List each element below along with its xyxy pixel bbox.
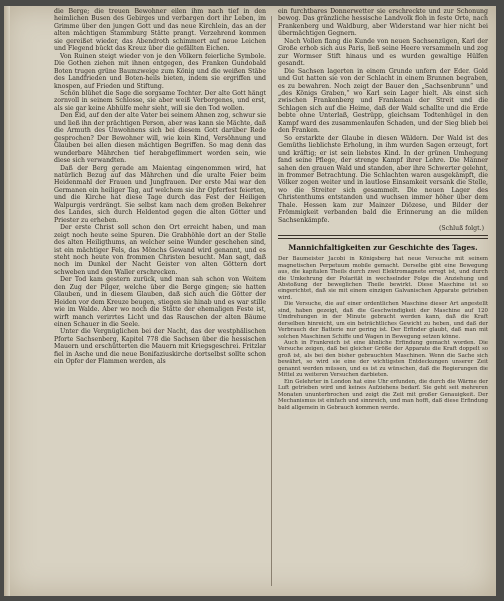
right-paragraph-3: Die Sachsen lagerten in einem Grunde unfern der Eder. Gold und Gut hatten sie von der Schlacht in einem Brunnen begraben, es zu bewahren. Noch zeigt der Bauer den „Sachsenbrunn“ und „des Königs Graben,“ wo Karl sein Lager hielt. Als einst sich zwischen Frankenberg und Frankenau der Streit und die Schlagen sich auf die Heime, daß der Wald schallte und die Erde bebte ohne Unterlaß, Gestrüpp, gleichsam Todtenhügel in den Kampf ward des zusammenlaufen Schaden, und der Sieg blieb bei den Franken. — [278, 67, 488, 135]
news-paragraph-4: Ein Gelehrter in London hat eine Uhr erfunden, die durch die Wärme der Luft getrieben wird und keines Aufziehens bedarf. Sie geht seit mehreren Monaten ununterbrochen und zeigt die Zeit mit großer Genauigkeit. Der Mechanismus ist einfach und sinnreich, und man hofft, daß diese Erfindung bald allgemein in Gebrauch kommen werde. — [278, 378, 488, 411]
left-paragraph-4: Den Eid, auf den der alte Vater bei seinem Ahnen zog, schwur sie und ließ ihn der prächtigen Person, aber was kann sie Mächte, daß die Armuth des Unwohnens sich bei diesem Gott darüber Rede gesprochen? Der Bewohner will, wie kein Kind, Versöhnung und Glauben bei allen diesen mächtigen Begriffen. So mag denn das wunderbare Mährchen tief herabgeflimmert worden sein, wie diese sich verwandten. — [54, 112, 266, 165]
news-paragraph-1: Der Baumeister Jacobi in Königsberg hat neue Versuche mit seinem magnetischen Perpetuum mobile gemacht. Derselbe gibt eine Bewegung aus, die kapitalen Theils durch zwei Elektromagnete erregt ist, und durch die Umkehrung der Polarität in wechselnder Folge die Anziehung und Abstoßung der beweglichen Theile bewirkt. Diese Maschine ist so eingerichtet, daß sie mit einem einzigen Galvanischen Apparate getrieben wird. — [278, 256, 488, 301]
continued-note: (Schluß folgt.) — [439, 225, 484, 233]
right-column — [278, 8, 488, 411]
page-content — [54, 8, 490, 594]
left-paragraph-6: Der erste Christ soll schon den Ort erreicht haben, und man zeigt noch heute seine Spuren. Die Grabhöhle dort an der Stelle des alten Heiligthums, an welcher seine Wunder geschehen sind, ist ein mächtiger Fels, das Mönchs Gewand wird genannt, und es steht noch heute von frommen Christen besucht. Man sagt, daß noch im Dunkel der Nacht Geister von alten Göttern dort schweben und den Waller erschrecken. — [54, 224, 266, 276]
left-paragraph-5: Daß der Berg gerade am Maientag eingenommen wird, hat natürlich Bezug auf das Mährchen und die uralte Feier beim Heidenmahl der Frauen und Jungfrauen. Der erste Mai war den Germanen ein heiliger Tag, auf welchem sie ihr Opferfest feierten, und die Kirche hat diese Tage durch das Fest der Heiligen Walpurgis verdrängt. Sie selbst kam nach dem großen Bekehrer des Landes, sich durch Heldentod gegen die alten Götter und Priester zu erheben. — [54, 164, 266, 224]
left-paragraph-3: Schön blühet die Sage die sorgsame Tochter. Der alte Gott hängt zornvoll in seinem Schlosse, sie aber weiß Verborgenes, und erst, als sie gar keine Abhülfe mehr sieht, will sie den Tod wollen. — [54, 89, 266, 112]
newspaper-page — [4, 6, 496, 596]
news-paragraph-2: Die Versuche, die auf einer ordentlichen Maschine dieser Art angestellt sind, haben gezeigt, daß die Geschwindigkeit der Maschine auf 120 Umdrehungen in der Minute gebracht werden kann, daß die Kraft derselben hinreicht, um ein beträchtliches Gewicht zu heben, und daß der Verbrauch der Batterie nur gering ist. Der Erfinder glaubt, daß man mit solchen Maschinen Schiffe und Wagen in Bewegung setzen könne. — [278, 301, 488, 340]
left-paragraph-8: Unter die Vergnüglichen bei der Nacht, das der westphälischen Pforte Sachsenberg, Kapitel 778 die Sachsen über die hessischen Mauern und erschütterten die Mauern mit Kriegsgeschrei. Fritzlar fiel in Asche und die neue Bonifaziuskirche dortselbst sollte schon ein Opfer der Flammen werden, als — [54, 328, 266, 366]
right-paragraph-1: ein furchtbares Donnerwetter sie erschreckte und zur Schonung bewog. Das gränzliche hessische Landvolk floh in feste Orte, nach Frankenberg und Waldburg, aber Widerstand war hier nicht bei übermächtigen Gegnern. — [278, 8, 488, 38]
section-title: Mannichfaltigkeiten zur Geschichte des Tages. — [288, 243, 478, 253]
section-separator-bottom — [278, 238, 488, 239]
right-paragraph-2: Nach Vollen flang die Kunde von neuen Sachsenzügen, Karl der Große erhob sich aus Paris, ließ seine Heere versammeln und zog zur Wormser Stift hinaus und es wurden gewaltige Hülfen gesandt. — [278, 37, 488, 68]
right-paragraph-4: So erstarkte der Glaube in diesen Wäldern. Der Wald ist des Gemüths lieblichste Erholung, in ihm wurden Sagen erzeugt, fort und kräftig; er ist sein liebstes Kind. In der grünen Umhegung fand seine Pflege, der strenge Kampf ihrer Lehre. Die Männer sahen den grauen Wald und standen, aber ihre Schwerter gelehnt, in frommer Betrachtung. Die Schlachten waren ausgekämpft, die Völker zogen weiter und in lautlose Einsamkeit versank die Stelle, wo die Streiter sich gesammelt. Die neuen Lager des Christenthums entstanden und wuchsen immer höher über dem Thale. Hessen kam zur Mainzer Diözese, und Bilder der Frömmigkeit verbanden bald die Erinnerung an die milden Sachsenkämpfe. — [278, 134, 488, 224]
left-paragraph-7: Der Tod kam gestern zurück, und man sah schon von Weitem den Zug der Pilger, welche über die Berge gingen; sie hatten Glauben, und in diesem Glauben, daß sich auch die Götter der Heiden vor dem Kreuze beugen, stiegen sie hinab und es war stille wie im Walde. Aber wo noch die Stätte der ehemaligen Feste ist, wirft manch verirrtes Licht und das Rauschen der alten Bäume einen Schauer in die Seele. — [54, 276, 266, 329]
left-paragraph-1: die Berge; die treuen Bewohner eilen ihm nach tief in den heimlichen Busen des Gebirges und verbargen dort ihr Leben, im Grimme über den jungen Gott und das neue Kirchlein, das an der alten mächtigen Stammburg Stätte prangt. Verzehrend kommen sie gereißet wieder, das Abendroth schimmert auf neue Leichen und Flegend bückt das Kreuz über die gefällten Eichen. — [54, 8, 266, 53]
left-column — [54, 8, 266, 366]
left-paragraph-2: Von Ruinen steigt wieder von je den Völkern feierliche Symbole. Die Gothen ziehen mit ihnen entgegen, des Franken Gundobald Boten trugen grüne Baumzweige zum König und die weißen Stäbe des Landfrieden und Boten-heils bieten, indem sie ergriffen und knospen, auf Frieden und Stiftung. — [54, 52, 266, 90]
page-edge-shadow — [4, 6, 10, 596]
column-divider — [271, 16, 272, 586]
section-separator-top — [278, 235, 488, 236]
news-paragraph-3: Auch in Frankreich ist eine ähnliche Erfindung gemacht worden. Die Versuche zeigen, daß bei gleicher Größe der Apparate die Kraft doppelt so groß ist, als bei den bisher gebrauchten Maschinen. Wenn die Sache sich bewährt, so wird sie eine der wichtigsten Entdeckungen unserer Zeit genannt werden müssen, und es ist zu wünschen, daß die Regierungen die Mittel zu weiteren Versuchen darbieten. — [278, 340, 488, 379]
